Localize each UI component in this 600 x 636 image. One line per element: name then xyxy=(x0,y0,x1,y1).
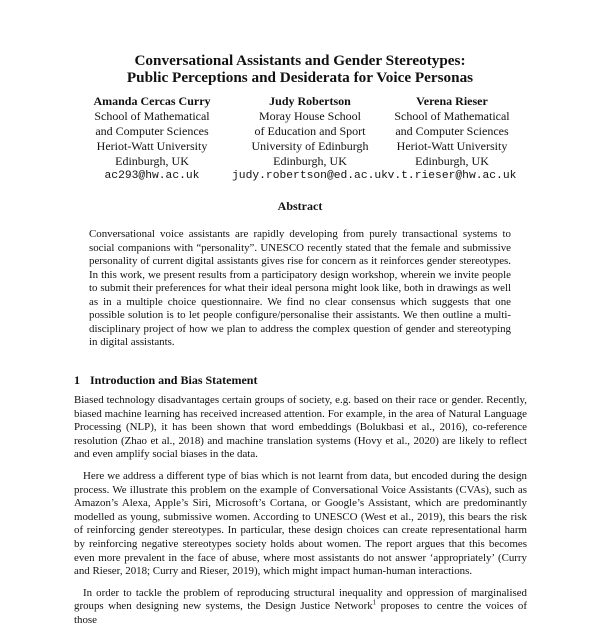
author-location: Edinburgh, UK xyxy=(273,154,347,168)
author-location: Edinburgh, UK xyxy=(415,154,489,168)
author-affiliation: School of Mathematical xyxy=(394,109,510,123)
paragraph-2: Here we address a different type of bias which is not learnt from data, but encoded during the design process. We illustrate this problem on the example of Conversational Voice Assistants (CVAs), such as Amazon’s Alexa, Apple’s Siri, Microsoft’s Cortana, or Google’s Assistant, which are predominantly modelled as young, submissive women. According to UNESCO (West et al., 2019), this bears the risk of reinforcing gender stereotypes. In particular, these design choices can create representational harm by reinforcing negative stereotypes society holds about women. The report argues that this becomes even more prevalent in the face of abuse, where most assistants do not answer ‘appropriately’ (Curry and Rieser, 2018; Curry and Rieser, 2019), which might impact human-human interactions. xyxy=(74,469,527,578)
paragraph-3-start: In order to tackle the problem of reproducing structural inequality and oppression of marginalised groups when designing new systems, the Design Justice Network xyxy=(74,586,527,613)
author-block xyxy=(0,94,600,184)
abstract-heading: Abstract xyxy=(277,199,323,213)
author-affiliation: Heriot-Watt University xyxy=(96,139,208,153)
author-email: ac293@hw.ac.uk xyxy=(104,170,200,182)
title-line-1: Conversational Assistants and Gender Stereotypes: xyxy=(134,52,466,69)
body-text xyxy=(74,394,527,636)
author-email: v.t.rieser@hw.ac.uk xyxy=(387,170,517,182)
paragraph-3 xyxy=(74,587,527,628)
paragraph-1: Biased technology disadvantages certain groups of society, e.g. based on their race or gender. Recently, biased machine learning has received increased attention. For example, in the area of Natural Language Processing (NLP), it has been shown that word embeddings (Bolukbasi et al., 2016), co-reference resolution (Zhao et al., 2018) and machine translation systems (Hovy et al., 2020) are likely to reflect and even amplify social biases in the data. xyxy=(74,394,527,461)
paragraph-3-end: proposes to centre the voices of those xyxy=(74,600,527,626)
author-1 xyxy=(62,94,242,184)
footnote-marker[interactable]: 1 xyxy=(372,598,377,607)
author-email: judy.robertson@ed.ac.uk xyxy=(232,170,388,182)
author-name: Judy Robertson xyxy=(269,94,351,108)
section-number: 1 xyxy=(74,373,80,387)
paper-title xyxy=(0,52,600,86)
author-name: Amanda Cercas Curry xyxy=(93,94,211,108)
title-line-2: Public Perceptions and Desiderata for Voice Personas xyxy=(126,69,474,86)
author-3 xyxy=(362,94,542,184)
author-location: Edinburgh, UK xyxy=(115,154,189,168)
author-affiliation: Moray House School xyxy=(259,109,361,123)
author-affiliation: and Computer Sciences xyxy=(395,124,509,138)
author-affiliation: School of Mathematical xyxy=(94,109,210,123)
author-affiliation: Heriot-Watt University xyxy=(396,139,508,153)
section-title: Introduction and Bias Statement xyxy=(90,373,258,387)
author-name: Verena Rieser xyxy=(416,94,488,108)
author-affiliation: University of Edinburgh xyxy=(251,139,369,153)
author-affiliation: of Education and Sport xyxy=(254,124,366,138)
abstract-text: Conversational voice assistants are rapidly developing from purely transactional systems to social companions with “personality”. UNESCO recently stated that the female and submissive personality of current digital assistants gives rise for concern as it reinforces gender stereotypes. In this work, we present results from a participatory design workshop, wherein we invite people to submit their preferences for what their ideal persona might look like, both in drawings as well as in a multiple choice questionnaire. We find no clear consensus which suggests that one possible solution is to let people configure/personalise their assistants. We then outline a multi-disciplinary project of how we plan to address the complex question of gender and stereotyping in digital assistants. xyxy=(89,228,511,348)
author-affiliation: and Computer Sciences xyxy=(95,124,209,138)
section-heading xyxy=(74,373,257,388)
